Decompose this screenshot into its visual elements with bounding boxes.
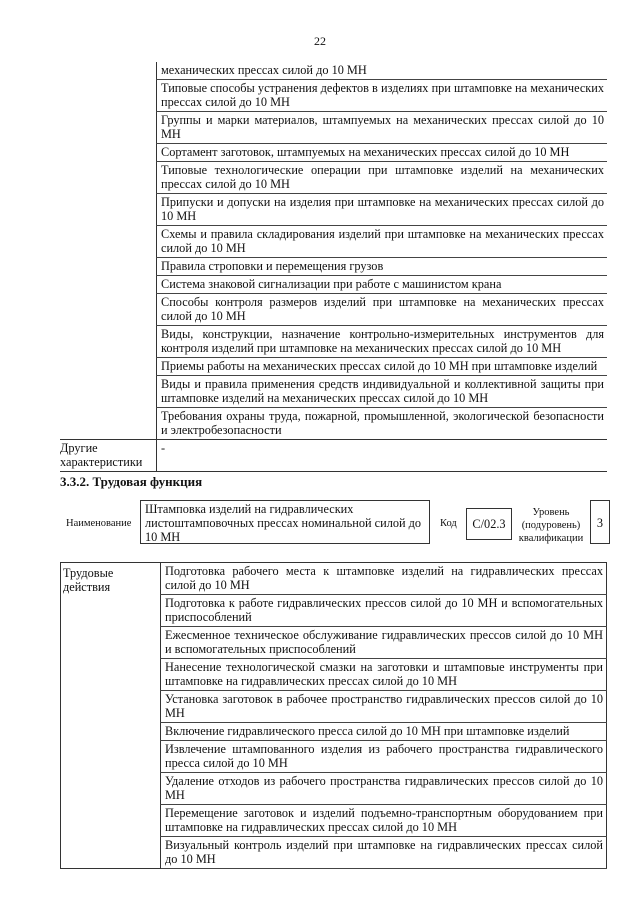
page-number: 22	[314, 34, 326, 48]
knowledge-item: Сортамент заготовок, штампуемых на механических прессах силой до 10 МН	[157, 144, 608, 162]
knowledge-item: Типовые технологические операции при штамповке изделий на механических прессах силой до 10 МН	[157, 162, 608, 194]
action-item: Визуальный контроль изделий при штамповке на гидравлических прессах силой до 10 МН	[161, 837, 607, 869]
action-item: Удаление отходов из рабочего пространства гидравлических прессов силой до 10 МН	[161, 773, 607, 805]
function-name-row	[60, 500, 610, 550]
knowledge-item: механических прессах силой до 10 МН	[157, 62, 608, 80]
action-item: Подготовка рабочего места к штамповке изделий на гидравлических прессах силой до 10 МН	[161, 563, 607, 595]
actions-label: Трудовые действия	[61, 563, 161, 869]
knowledge-item: Припуски и допуски на изделия при штамповке на механических прессах силой до 10 МН	[157, 194, 608, 226]
code-label: Код	[440, 518, 457, 529]
knowledge-item: Группы и марки материалов, штампуемых на механических прессах силой до 10 МН	[157, 112, 608, 144]
other-characteristics-label: Другие характеристики	[60, 440, 157, 472]
knowledge-item: Виды, конструкции, назначение контрольно-измерительных инструментов для контроля изделий при штамповке на механических прессах силой до 10 МН	[157, 326, 608, 358]
knowledge-item: Правила строповки и перемещения грузов	[157, 258, 608, 276]
name-value: Штамповка изделий на гидравлических листоштамповочных прессах номинальной силой до 10 МН	[140, 500, 430, 544]
code-value: С/02.3	[466, 508, 512, 540]
knowledge-item: Система знаковой сигнализации при работе с машинистом крана	[157, 276, 608, 294]
knowledge-table	[60, 62, 607, 472]
knowledge-item: Виды и правила применения средств индивидуальной и коллективной защиты при штамповке изделий на механических прессах силой до 10 МН	[157, 376, 608, 408]
action-item: Извлечение штампованного изделия из рабочего пространства гидравлического пресса силой до 10 МН	[161, 741, 607, 773]
knowledge-item: Способы контроля размеров изделий при штамповке на механических прессах силой до 10 МН	[157, 294, 608, 326]
other-characteristics-value: -	[157, 440, 608, 472]
action-item: Нанесение технологической смазки на заготовки и штамповые инструменты при штамповке на гидравлических прессах силой до 10 МН	[161, 659, 607, 691]
level-value: 3	[590, 500, 610, 544]
knowledge-item: Требования охраны труда, пожарной, промышленной, экологической безопасности и электробезопасности	[157, 408, 608, 440]
action-item: Ежесменное техническое обслуживание гидравлических прессов силой до 10 МН и вспомогательных приспособлений	[161, 627, 607, 659]
knowledge-item: Приемы работы на механических прессах силой до 10 МН при штамповке изделий	[157, 358, 608, 376]
section-heading: 3.3.2. Трудовая функция	[60, 474, 203, 489]
knowledge-item: Типовые способы устранения дефектов в изделиях при штамповке на механических прессах силой до 10 МН	[157, 80, 608, 112]
name-label: Наименование	[66, 518, 132, 529]
action-item: Установка заготовок в рабочее пространство гидравлических прессов силой до 10 МН	[161, 691, 607, 723]
action-item: Перемещение заготовок и изделий подъемно-транспортным оборудованием при штамповке на гидравлических прессах силой до 10 МН	[161, 805, 607, 837]
level-label: Уровень (подуровень) квалификации	[518, 507, 584, 544]
action-item: Подготовка к работе гидравлических прессов силой до 10 МН и вспомогательных приспособлений	[161, 595, 607, 627]
knowledge-item: Схемы и правила складирования изделий при штамповке на механических прессах силой до 10 МН	[157, 226, 608, 258]
action-item: Включение гидравлического пресса силой до 10 МН при штамповке изделий	[161, 723, 607, 741]
actions-table	[60, 562, 607, 869]
